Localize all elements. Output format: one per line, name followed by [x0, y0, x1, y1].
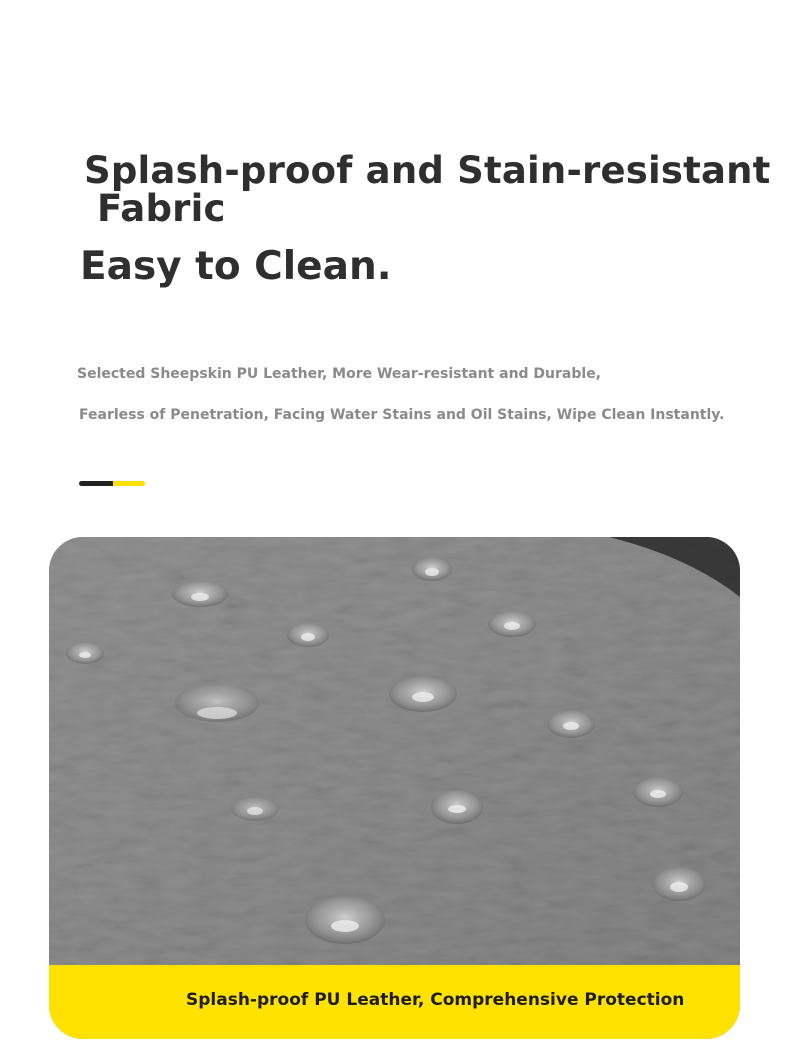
description-line-2: Fearless of Penetration, Facing Water Stains and Oil Stains, Wipe Clean Instantly. [79, 407, 725, 423]
water-droplets-on-gray-leather-icon [49, 537, 740, 965]
accent-divider-yellow [113, 481, 145, 486]
headline-line-2: Fabric [97, 187, 226, 230]
subheadline: Easy to Clean. [80, 244, 392, 289]
accent-divider-dark [79, 481, 113, 486]
accent-divider [79, 481, 145, 486]
headline-line-1: Splash-proof and Stain-resistant [84, 149, 771, 192]
feature-card [49, 537, 740, 1039]
caption-band [49, 965, 740, 1039]
description-line-1: Selected Sheepskin PU Leather, More Wear-resistant and Durable, [77, 366, 602, 382]
feature-caption: Splash-proof PU Leather, Comprehensive Protection [186, 990, 685, 1010]
headline [84, 149, 774, 230]
